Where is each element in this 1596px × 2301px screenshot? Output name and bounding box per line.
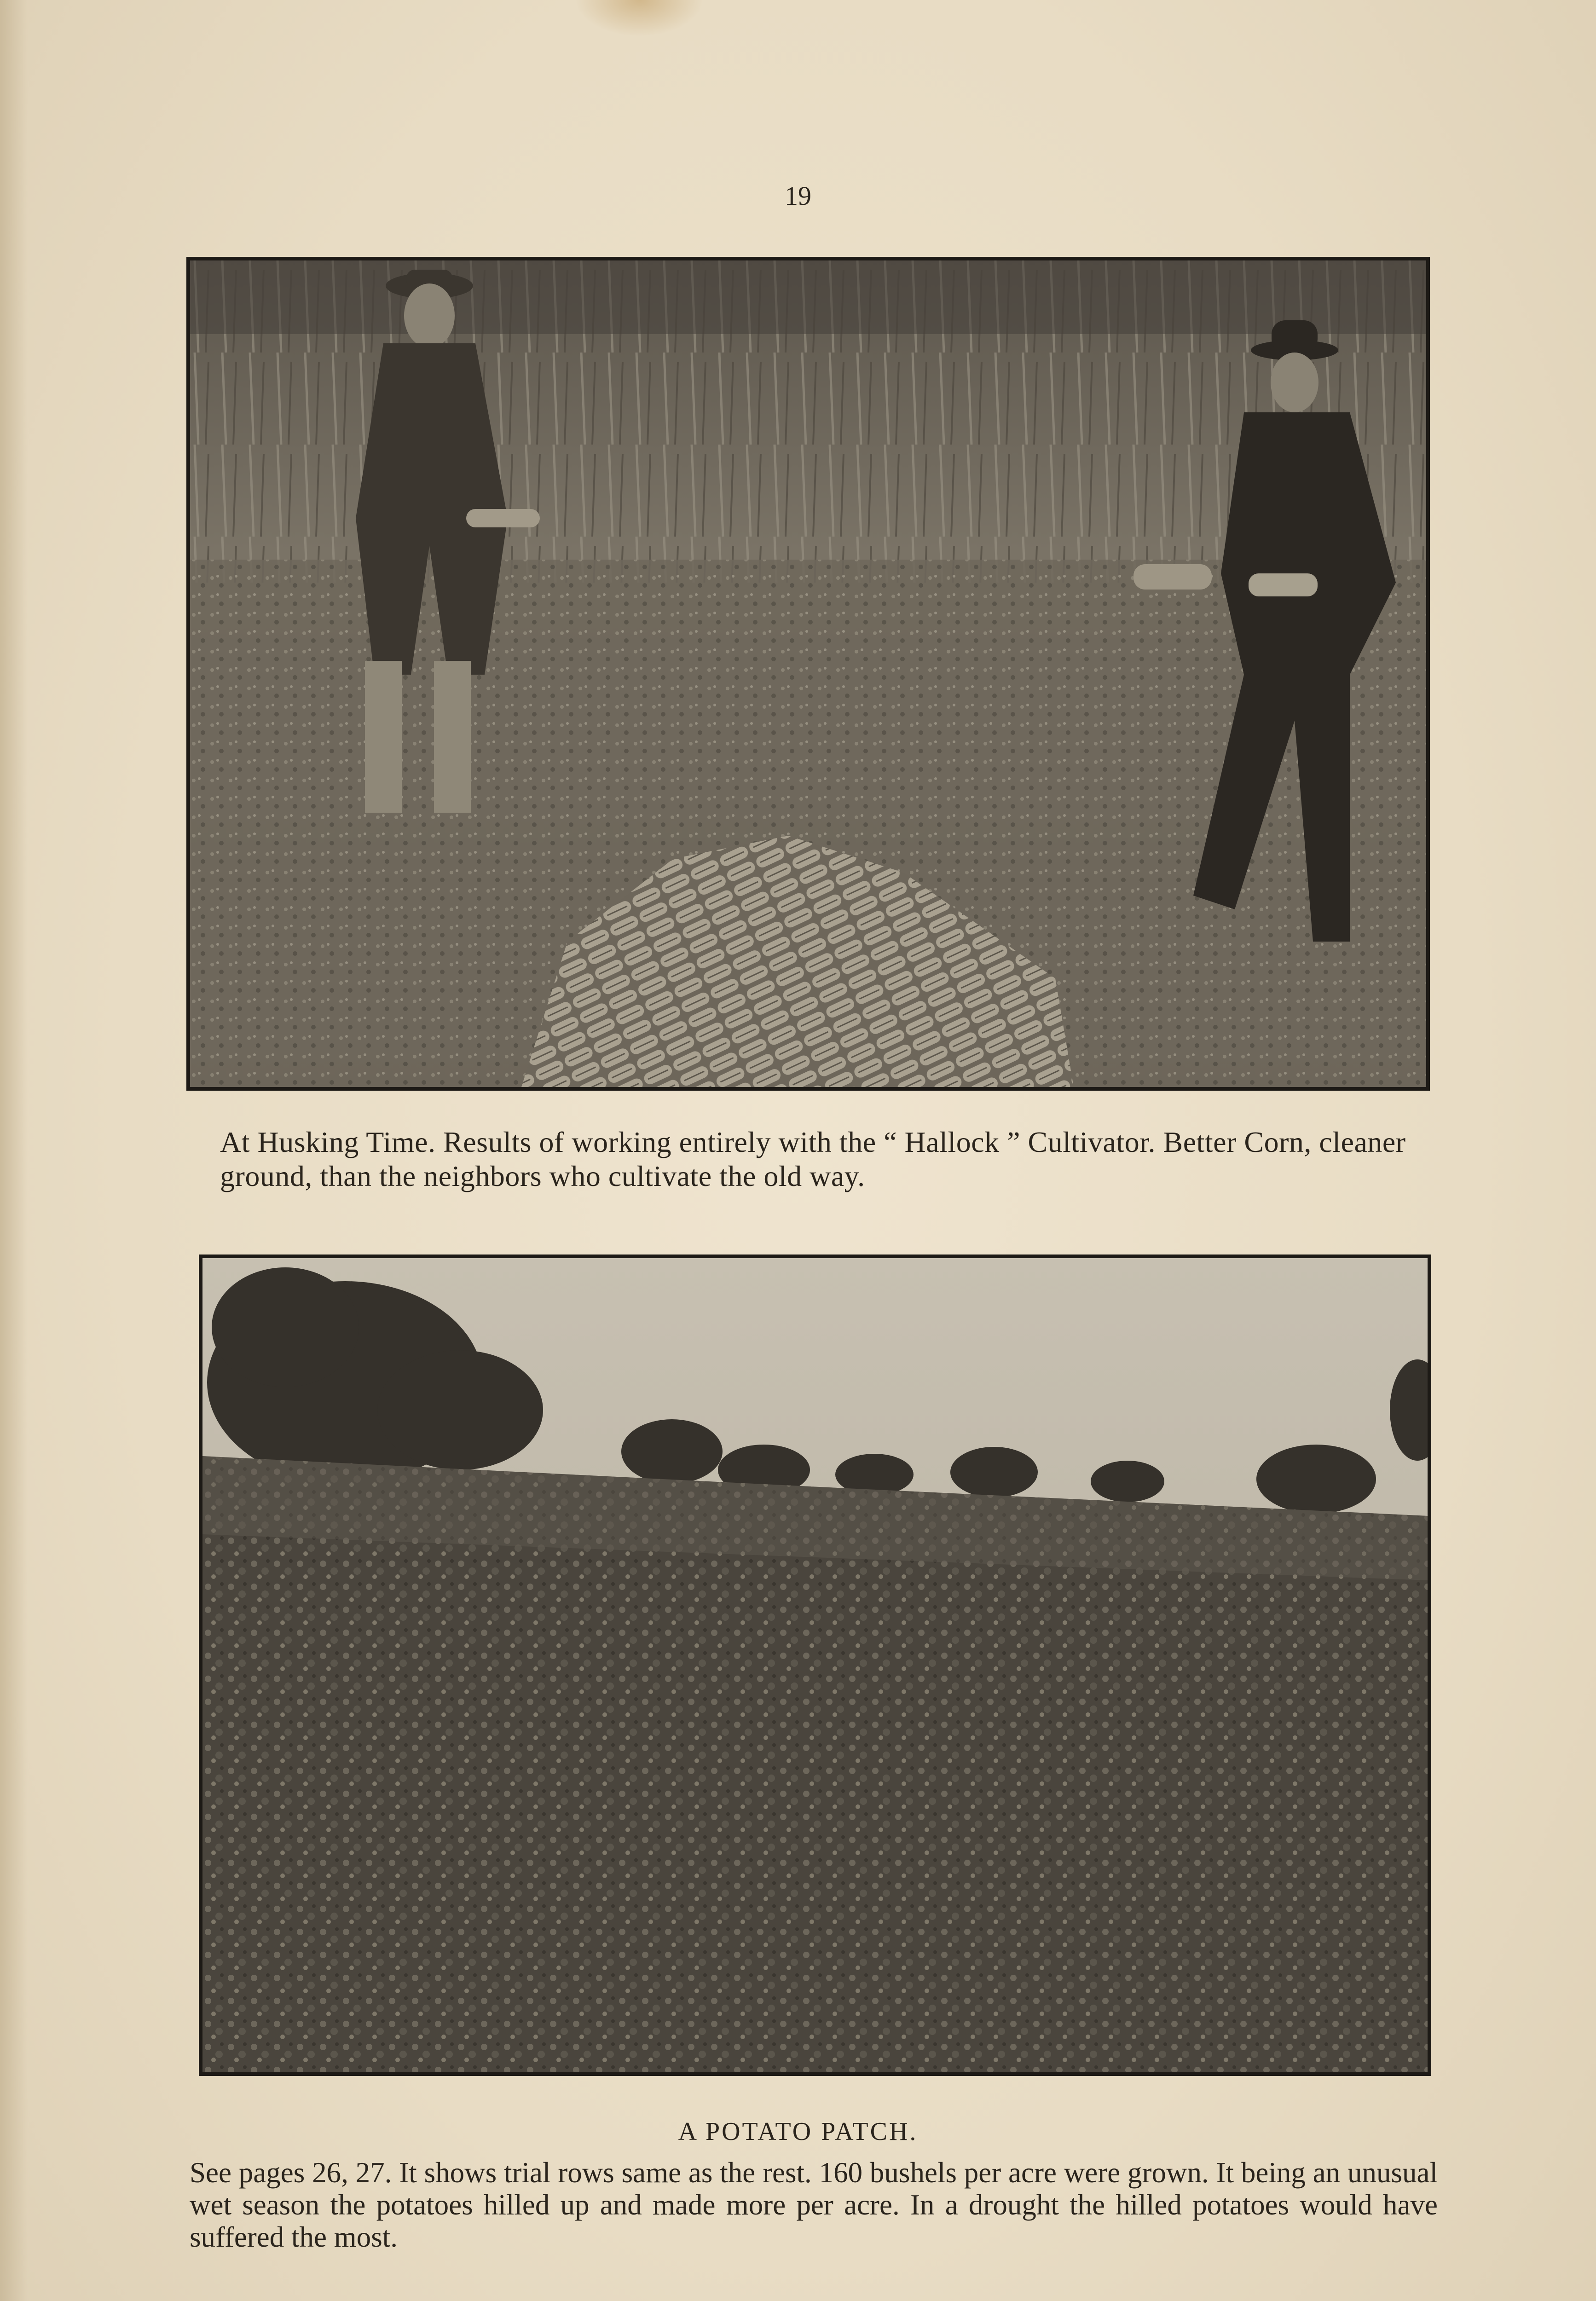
page-fold-shadow bbox=[0, 0, 28, 2301]
photo-husking-time bbox=[186, 257, 1430, 1091]
paper-stain bbox=[575, 0, 704, 37]
figure2-caption: See pages 26, 27. It shows trial rows same as the rest. 160 bushels per acre were grown. It being an unusual wet season the potatoes hilled up and made more per acre. In a drought the hilled potatoes would have suffered the most. bbox=[190, 2156, 1438, 2253]
photo-potato-patch bbox=[199, 1255, 1431, 2076]
page-number: 19 bbox=[785, 181, 811, 211]
figure1-caption: At Husking Time. Results of working entirely with the “ Hallock ” Cultivator. Better Corn, cleaner ground, than the neighbors who cultivate the old way. bbox=[220, 1126, 1406, 1192]
figure2-title: A POTATO PATCH. bbox=[678, 2117, 918, 2146]
